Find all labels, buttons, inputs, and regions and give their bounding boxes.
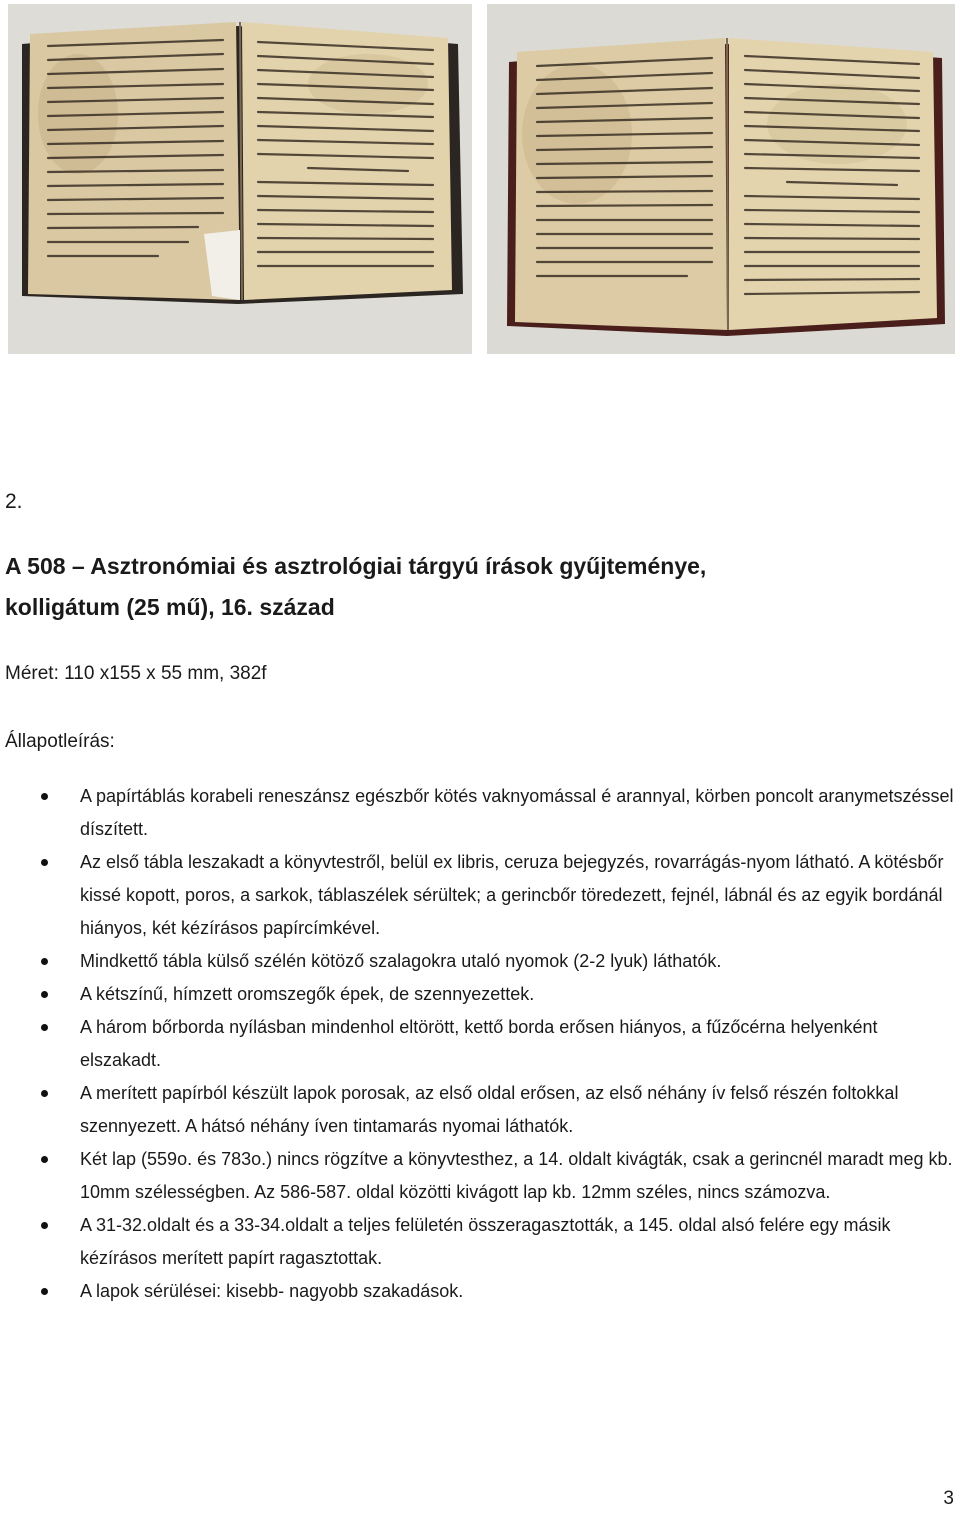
list-item: Két lap (559o. és 783o.) nincs rögzítve a könyvtesthez, a 14. oldalt kivágták, csak a gerincnél maradt meg kb. 10mm szélességben. Az 586-587. oldal közötti kivágott lap kb. 12mm széles, nincs számozva.: [38, 1143, 956, 1209]
list-item: A lapok sérülései: kisebb- nagyobb szakadások.: [38, 1275, 956, 1308]
list-item: Mindkettő tábla külső szélén kötöző szalagokra utaló nyomok (2-2 lyuk) láthatók.: [38, 945, 956, 978]
list-item: A kétszínű, hímzett oromszegők épek, de szennyezettek.: [38, 978, 956, 1011]
title-line-1: A 508 – Asztronómiai és asztrológiai tárgyú írások gyűjteménye,: [5, 553, 707, 579]
list-item: A papírtáblás korabeli reneszánsz egészbőr kötés vaknyomással é arannyal, körben poncolt aranymetszéssel díszített.: [38, 780, 956, 846]
title-line-2: kolligátum (25 mű), 16. század: [5, 594, 335, 620]
section-number: 2.: [5, 490, 23, 513]
page-number: 3: [943, 1488, 954, 1509]
document-title: [5, 546, 935, 628]
list-item: Az első tábla leszakadt a könyvtestről, belül ex libris, ceruza bejegyzés, rovarrágás-nyom látható. A kötésbőr kissé kopott, poros, a sarkok, táblaszélek sérültek; a gerincbőr töredezett, fejnél, lábnál és az egyik bordánál hiányos, két kézírásos papírcímkével.: [38, 846, 956, 945]
condition-heading: Állapotleírás:: [5, 731, 115, 752]
condition-list: [38, 780, 956, 1308]
manuscript-photo-left: [8, 4, 472, 354]
manuscript-photo-right: [487, 4, 955, 354]
list-item: A merített papírból készült lapok porosak, az első oldal erősen, az első néhány ív felső részén foltokkal szennyezett. A hátsó néhány íven tintamarás nyomai láthatók.: [38, 1077, 956, 1143]
list-item: A három bőrborda nyílásban mindenhol eltörött, kettő borda erősen hiányos, a fűzőcérna helyenként elszakadt.: [38, 1011, 956, 1077]
dimensions-line: Méret: 110 x155 x 55 mm, 382f: [5, 663, 267, 684]
list-item: A 31-32.oldalt és a 33-34.oldalt a teljes felületén összeragasztották, a 145. oldal alsó felére egy másik kézírásos merített papírt ragasztottak.: [38, 1209, 956, 1275]
